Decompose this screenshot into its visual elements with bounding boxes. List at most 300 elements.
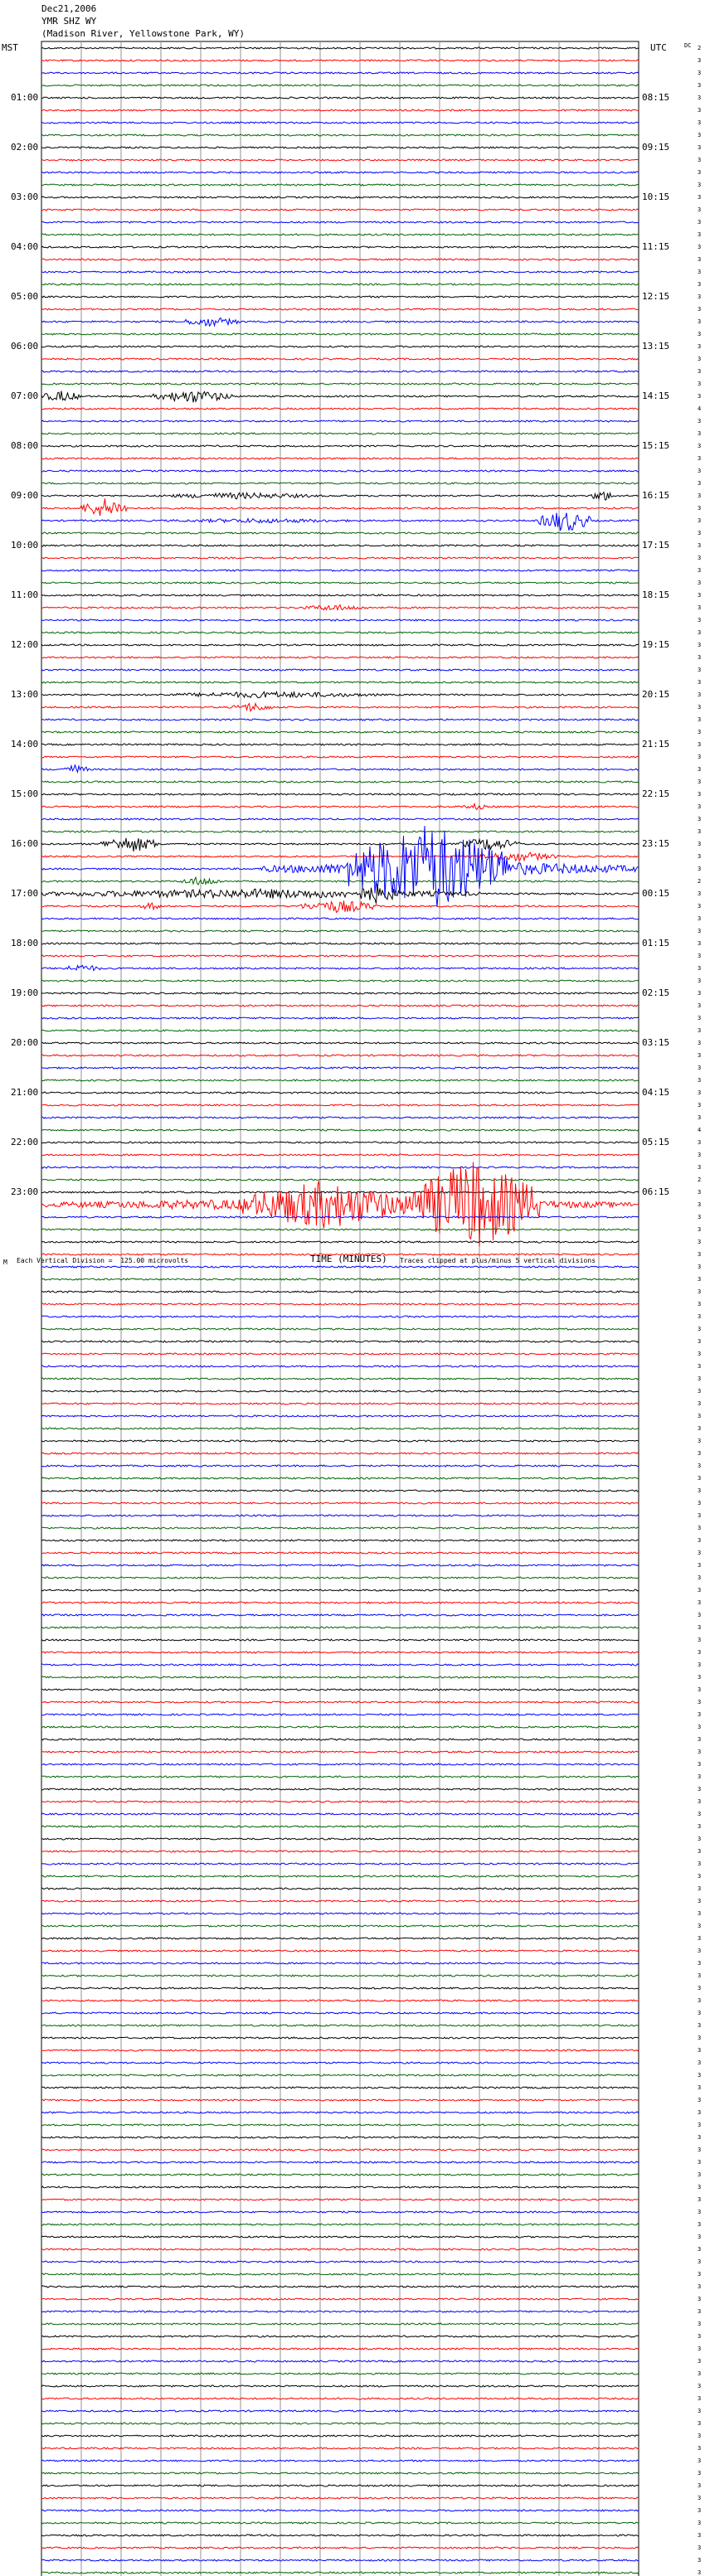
trace-row xyxy=(41,109,639,111)
dc-offset-value: 3 xyxy=(698,965,702,972)
trace-row xyxy=(41,147,639,148)
trace-row xyxy=(41,246,639,248)
trace-row xyxy=(41,2211,639,2213)
trace-row xyxy=(41,2522,639,2524)
trace-row xyxy=(41,159,639,161)
trace-row xyxy=(41,1913,639,1914)
dc-offset-value: 3 xyxy=(698,343,702,350)
dc-offset-value: 3 xyxy=(698,2072,702,2079)
dc-offset-value: 3 xyxy=(698,816,702,822)
dc-offset-value: 3 xyxy=(698,741,702,748)
trace-row xyxy=(41,838,639,851)
trace-row xyxy=(41,1428,639,1429)
dc-offset-value: 3 xyxy=(698,1898,702,1904)
dc-offset-value: 3 xyxy=(698,1637,702,1643)
utc-hour-label: 09:15 xyxy=(642,142,670,153)
dc-offset-value: 3 xyxy=(698,182,702,188)
mst-hour-label: 02:00 xyxy=(11,142,39,153)
dc-offset-value: 3 xyxy=(698,157,702,163)
dc-offset-value: 3 xyxy=(698,206,702,213)
trace-row xyxy=(41,1005,639,1007)
dc-offset-value: 3 xyxy=(698,2059,702,2066)
trace-row xyxy=(41,1266,639,1268)
dc-offset-value: 3 xyxy=(698,928,702,934)
trace-row xyxy=(41,1676,639,1678)
trace-row xyxy=(41,1502,639,1504)
dc-offset-value: 3 xyxy=(698,2358,702,2365)
dc-offset-value: 3 xyxy=(698,1450,702,1457)
dc-offset-value: 3 xyxy=(698,1239,702,1245)
trace-row xyxy=(41,2286,639,2287)
dc-offset-value: 4 xyxy=(698,405,702,412)
trace-row xyxy=(41,744,639,745)
dc-offset-value: 3 xyxy=(698,1699,702,1705)
trace-row xyxy=(41,2000,639,2001)
utc-hour-label: 21:15 xyxy=(642,739,670,750)
trace-row xyxy=(41,1117,639,1118)
dc-offset-value: 3 xyxy=(698,1201,702,1208)
trace-row xyxy=(41,1739,639,1740)
trace-row xyxy=(41,1900,639,1902)
trace-row xyxy=(41,1565,639,1566)
dc-offset-value: 3 xyxy=(698,1089,702,1096)
trace-row xyxy=(41,1726,639,1728)
dc-offset-value: 3 xyxy=(698,1550,702,1556)
utc-hour-label: 03:15 xyxy=(642,1037,670,1048)
trace-row xyxy=(41,184,639,186)
trace-row xyxy=(41,1017,639,1019)
dc-offset-value: 3 xyxy=(698,691,702,698)
trace-row xyxy=(41,2323,639,2325)
dc-offset-value: 3 xyxy=(698,1761,702,1768)
trace-row xyxy=(41,2074,639,2076)
trace-row xyxy=(41,445,639,447)
trace-row xyxy=(41,1851,639,1852)
trace-row xyxy=(41,498,639,516)
trace-row xyxy=(41,1303,639,1305)
dc-offset-value: 3 xyxy=(698,2196,702,2203)
trace-row xyxy=(41,1763,639,1765)
trace-row xyxy=(41,1167,639,1168)
utc-hour-label: 19:15 xyxy=(642,639,670,650)
trace-row xyxy=(41,433,639,434)
dc-offset-value: 3 xyxy=(698,766,702,773)
dc-offset-value: 3 xyxy=(698,331,702,337)
trace-row xyxy=(41,296,639,298)
trace-row xyxy=(41,831,639,832)
dc-offset-value: 3 xyxy=(698,530,702,536)
dc-offset-value: 3 xyxy=(698,1985,702,1991)
trace-row xyxy=(41,2236,639,2238)
utc-hour-label: 08:15 xyxy=(642,92,670,103)
dc-offset-value: 3 xyxy=(698,244,702,250)
dc-offset-value: 3 xyxy=(698,1711,702,1718)
dc-offset-value: 3 xyxy=(698,1512,702,1519)
trace-row xyxy=(41,420,639,422)
trace-row xyxy=(41,1241,639,1243)
dc-offset-value: 3 xyxy=(698,1885,702,1892)
trace-row xyxy=(41,1938,639,1939)
trace-row xyxy=(41,470,639,472)
trace-row xyxy=(41,2348,639,2350)
dc-offset-value: 3 xyxy=(698,1773,702,1780)
dc-offset-value: 3 xyxy=(698,1338,702,1345)
utc-hour-label: 22:15 xyxy=(642,788,670,799)
dc-offset-value: 3 xyxy=(698,2370,702,2377)
trace-row xyxy=(41,259,639,260)
dc-offset-value: 3 xyxy=(698,2569,702,2576)
dc-offset-value: 2 xyxy=(698,1176,702,1183)
trace-row xyxy=(41,172,639,173)
trace-row xyxy=(41,318,639,326)
trace-row xyxy=(41,2087,639,2088)
dc-offset-value: 3 xyxy=(698,2433,702,2439)
trace-row xyxy=(41,1129,639,1131)
dc-offset-value: 3 xyxy=(698,1413,702,1419)
dc-offset-value: 3 xyxy=(698,2457,702,2464)
dc-offset-value: 3 xyxy=(698,2221,702,2228)
trace-row xyxy=(41,1378,639,1380)
dc-offset-value: 3 xyxy=(698,629,702,636)
trace-row xyxy=(41,408,639,410)
dc-offset-value: 3 xyxy=(698,978,702,984)
mst-hour-label: 13:00 xyxy=(11,689,39,700)
dc-offset-value: 3 xyxy=(698,2209,702,2215)
dc-offset-value: 3 xyxy=(698,667,702,673)
dc-offset-value: 3 xyxy=(698,1500,702,1506)
dc-offset-value: 3 xyxy=(698,1749,702,1755)
trace-row xyxy=(41,1664,639,1666)
trace-row xyxy=(41,1950,639,1952)
utc-hour-label: 10:15 xyxy=(642,192,670,202)
dc-offset-value: 3 xyxy=(698,2420,702,2427)
trace-row xyxy=(41,2385,639,2387)
trace-row xyxy=(41,1540,639,1541)
dc-offset-value: 3 xyxy=(698,2308,702,2315)
trace-row xyxy=(41,1154,639,1156)
trace-row xyxy=(41,1552,639,1554)
dc-title: DC xyxy=(684,42,692,49)
trace-row xyxy=(41,492,639,500)
trace-row xyxy=(41,391,639,403)
trace-row xyxy=(41,1341,639,1342)
dc-offset-value: 3 xyxy=(698,1649,702,1656)
dc-offset-value: 3 xyxy=(698,953,702,959)
trace-row xyxy=(41,644,639,646)
dc-offset-value: 3 xyxy=(698,2532,702,2539)
dc-offset-value: 3 xyxy=(698,2333,702,2340)
x-axis-title: TIME (MINUTES) xyxy=(310,1254,387,1264)
trace-row xyxy=(41,2186,639,2188)
dc-offset-value: 3 xyxy=(698,1662,702,1668)
dc-offset-value: 3 xyxy=(698,1624,702,1631)
trace-row xyxy=(41,818,639,820)
dc-offset-value: 3 xyxy=(698,729,702,735)
dc-offset-value: 3 xyxy=(698,2234,702,2240)
dc-offset-value: 3 xyxy=(698,803,702,810)
trace-row xyxy=(41,1838,639,1840)
dc-offset-value: 3 xyxy=(698,468,702,474)
mst-hour-label: 22:00 xyxy=(11,1137,39,1147)
trace-row xyxy=(41,918,639,919)
utc-hour-label: 11:15 xyxy=(642,241,670,252)
mst-hour-label: 01:00 xyxy=(11,92,39,103)
trace-row xyxy=(41,719,639,720)
trace-row xyxy=(41,333,639,335)
utc-hour-label: 14:15 xyxy=(642,391,670,401)
dc-offset-value: 3 xyxy=(698,580,702,586)
dc-offset-value: 3 xyxy=(698,1798,702,1805)
utc-hour-label: 13:15 xyxy=(642,341,670,352)
dc-offset-value: 3 xyxy=(698,70,702,76)
dc-offset-value: 3 xyxy=(698,1674,702,1681)
trace-row xyxy=(41,594,639,596)
utc-hour-label: 20:15 xyxy=(642,689,670,700)
trace-row xyxy=(41,582,639,584)
dc-offset-value: 3 xyxy=(698,2246,702,2253)
dc-offset-value: 3 xyxy=(698,2258,702,2265)
trace-row xyxy=(41,980,639,982)
trace-row xyxy=(41,2261,639,2263)
mst-hour-label: 03:00 xyxy=(11,192,39,202)
dc-offset-value: 3 xyxy=(698,642,702,648)
trace-row xyxy=(41,2547,639,2549)
dc-offset-value: 3 xyxy=(698,828,702,835)
dc-offset-value: 3 xyxy=(698,779,702,785)
mst-hour-label: 07:00 xyxy=(11,391,39,401)
dc-offset-value: 3 xyxy=(698,1388,702,1395)
dc-offset-value: 3 xyxy=(698,1923,702,1929)
trace-row xyxy=(41,383,639,385)
mst-title: MST xyxy=(2,42,18,53)
utc-hour-label: 16:15 xyxy=(642,490,670,501)
trace-row xyxy=(41,2373,639,2375)
trace-row xyxy=(41,1415,639,1417)
dc-offset-value: 3 xyxy=(698,1301,702,1307)
trace-row xyxy=(41,2199,639,2200)
dc-offset-value: 3 xyxy=(698,1313,702,1320)
dc-offset-value: 3 xyxy=(698,1525,702,1531)
dc-offset-value: 3 xyxy=(698,679,702,686)
dc-offset-value: 3 xyxy=(698,555,702,561)
dc-offset-value: 3 xyxy=(698,480,702,487)
dc-offset-value: 3 xyxy=(698,492,702,499)
dc-offset-value: 3 xyxy=(698,194,702,201)
trace-row xyxy=(41,1055,639,1056)
dc-offset-value: 3 xyxy=(698,1724,702,1730)
utc-hour-label: 06:15 xyxy=(642,1186,670,1197)
trace-row xyxy=(41,2485,639,2486)
utc-hour-label: 05:15 xyxy=(642,1137,670,1147)
trace-row xyxy=(41,756,639,758)
trace-row xyxy=(41,60,639,61)
dc-offset-value: 3 xyxy=(698,2383,702,2389)
dc-offset-value: 3 xyxy=(698,592,702,599)
dc-offset-value: 3 xyxy=(698,1873,702,1880)
trace-row xyxy=(41,1515,639,1516)
trace-row xyxy=(41,532,639,534)
trace-row xyxy=(41,2062,639,2064)
mst-hour-label: 04:00 xyxy=(11,241,39,252)
trace-row xyxy=(41,1813,639,1815)
trace-row xyxy=(41,2572,639,2574)
trace-row xyxy=(41,346,639,347)
dc-offset-value: 3 xyxy=(698,1189,702,1196)
trace-row xyxy=(41,1602,639,1603)
dc-offset-value: 3 xyxy=(698,231,702,238)
dc-offset-value: 3 xyxy=(698,293,702,300)
trace-row xyxy=(41,134,639,136)
dc-offset-value: 2 xyxy=(698,45,702,51)
trace-row xyxy=(41,1826,639,1827)
mst-hour-label: 16:00 xyxy=(11,838,39,849)
dc-offset-value: 3 xyxy=(698,841,702,847)
trace-row xyxy=(41,209,639,211)
trace-row xyxy=(41,234,639,235)
trace-row xyxy=(41,1627,639,1628)
trace-row xyxy=(41,1652,639,1653)
mst-hour-label: 12:00 xyxy=(11,639,39,650)
trace-row xyxy=(41,2224,639,2225)
dc-offset-value: 3 xyxy=(698,443,702,449)
dc-offset-value: 3 xyxy=(698,567,702,574)
trace-row xyxy=(41,1229,639,1230)
dc-offset-value: 3 xyxy=(698,542,702,549)
trace-row xyxy=(41,2559,639,2561)
dc-offset-value: 3 xyxy=(698,1438,702,1444)
trace-row xyxy=(41,1278,639,1280)
dc-offset-value: 3 xyxy=(698,2047,702,2054)
dc-offset-value: 3 xyxy=(698,1910,702,1917)
dc-offset-value: 3 xyxy=(698,1015,702,1021)
dc-offset-value: 3 xyxy=(698,95,702,101)
trace-row xyxy=(41,1589,639,1591)
trace-row xyxy=(41,885,639,904)
dc-offset-value: 3 xyxy=(698,890,702,897)
dc-offset-value: 3 xyxy=(698,505,702,512)
dc-offset-value: 3 xyxy=(698,2022,702,2029)
dc-offset-value: 3 xyxy=(698,1152,702,1158)
trace-row xyxy=(41,221,639,223)
trace-row xyxy=(41,1067,639,1069)
dc-offset-value: 3 xyxy=(698,2109,702,2116)
dc-offset-value: 3 xyxy=(698,604,702,611)
utc-title: UTC xyxy=(650,42,667,53)
trace-row xyxy=(41,358,639,360)
utc-hour-label: 18:15 xyxy=(642,589,670,600)
trace-row xyxy=(41,1030,639,1031)
dc-offset-value: 3 xyxy=(698,256,702,263)
dc-offset-value: 3 xyxy=(698,1288,702,1295)
trace-row xyxy=(41,1577,639,1579)
trace-row xyxy=(41,2535,639,2536)
dc-offset-value: 3 xyxy=(698,754,702,760)
dc-offset-value: 2 xyxy=(698,878,702,885)
mst-hour-label: 08:00 xyxy=(11,440,39,451)
dc-offset-value: 3 xyxy=(698,306,702,313)
dc-offset-value: 3 xyxy=(698,1475,702,1482)
trace-row xyxy=(41,632,639,633)
trace-row xyxy=(41,1079,639,1081)
dc-offset-value: 3 xyxy=(698,1612,702,1618)
trace-row xyxy=(41,2161,639,2163)
date-label: Dec21,2006 xyxy=(41,3,97,14)
trace-row xyxy=(41,2423,639,2424)
dc-offset-value: 3 xyxy=(698,2557,702,2564)
dc-offset-value: 3 xyxy=(698,393,702,400)
dc-offset-value: 4 xyxy=(698,1127,702,1133)
trace-row xyxy=(41,47,639,49)
trace-row xyxy=(41,852,639,861)
trace-row xyxy=(41,513,639,531)
trace-row xyxy=(41,483,639,484)
dc-offset-value: 3 xyxy=(698,1537,702,1544)
dc-offset-value: 3 xyxy=(698,1114,702,1121)
trace-row xyxy=(41,1353,639,1355)
dc-offset-value: 3 xyxy=(698,82,702,89)
trace-row xyxy=(41,1477,639,1479)
utc-hour-label: 17:15 xyxy=(642,540,670,551)
utc-hour-label: 12:15 xyxy=(642,291,670,302)
dc-offset-value: 3 xyxy=(698,1960,702,1967)
dc-offset-value: 3 xyxy=(698,990,702,997)
trace-row xyxy=(41,2311,639,2312)
dc-offset-value: 3 xyxy=(698,2010,702,2016)
dc-offset-value: 3 xyxy=(698,1562,702,1569)
dc-offset-value: 3 xyxy=(698,1836,702,1842)
dc-offset-value: 3 xyxy=(698,2097,702,2103)
dc-offset-value: 3 xyxy=(698,1139,702,1146)
dc-offset-value: 3 xyxy=(698,1226,702,1233)
trace-row xyxy=(41,2410,639,2412)
trace-row xyxy=(41,72,639,74)
trace-row xyxy=(41,1714,639,1715)
dc-offset-value: 3 xyxy=(698,2482,702,2489)
trace-row xyxy=(41,2124,639,2126)
dc-offset-value: 3 xyxy=(698,1276,702,1283)
dc-offset-value: 3 xyxy=(698,1736,702,1743)
dc-offset-value: 3 xyxy=(698,654,702,661)
trace-row xyxy=(41,1366,639,1367)
trace-row xyxy=(41,271,639,273)
trace-row xyxy=(41,943,639,944)
dc-offset-value: 3 xyxy=(698,1065,702,1071)
utc-hour-label: 23:15 xyxy=(642,838,670,849)
trace-row xyxy=(41,1142,639,1143)
utc-hour-label: 01:15 xyxy=(642,938,670,948)
dc-offset-value: 3 xyxy=(698,2122,702,2128)
trace-row xyxy=(41,704,639,711)
trace-row xyxy=(41,1925,639,1927)
trace-row xyxy=(41,657,639,658)
trace-row xyxy=(41,2360,639,2362)
dc-offset-value: 3 xyxy=(698,1811,702,1817)
dc-offset-value: 3 xyxy=(698,2495,702,2501)
dc-offset-value: 3 xyxy=(698,903,702,910)
trace-row xyxy=(41,1316,639,1317)
trace-row xyxy=(41,691,639,697)
trace-row xyxy=(41,2149,639,2151)
trace-row xyxy=(41,682,639,683)
dc-offset-value: 3 xyxy=(698,2445,702,2452)
dc-offset-value: 3 xyxy=(698,2147,702,2153)
dc-offset-value: 3 xyxy=(698,2346,702,2352)
trace-row xyxy=(41,2435,639,2437)
trace-row xyxy=(41,1701,639,1703)
trace-row xyxy=(41,196,639,198)
trace-row xyxy=(41,2273,639,2275)
dc-offset-value: 3 xyxy=(698,940,702,947)
